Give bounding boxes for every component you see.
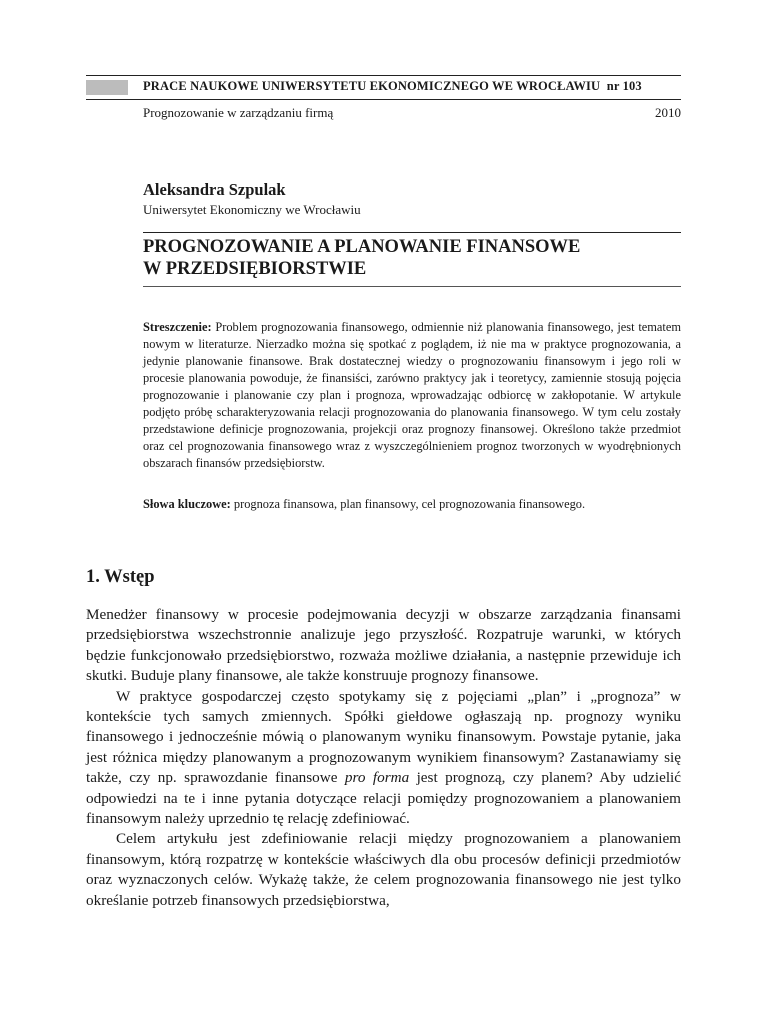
keywords (143, 496, 681, 513)
series-title: Prognozowanie w zarządzaniu firmą (143, 105, 334, 120)
title-top-rule (143, 232, 681, 233)
body-paragraph-3: Celem artykułu jest zdefiniowanie relacji między prognozowaniem a planowaniem finansowym, którą rozpatrzę w kontekście właściwych dla obu procesów definicji przedmiotów oraz wyznaczonych celów. Wykażę także, że celem prognozowania finansowego nie jest tylko określanie potrzeb finansowych przedsiębiorstwa, (86, 830, 681, 909)
body-paragraph-1: Menedżer finansowy w procesie podejmowania decyzji w obszarze zarządzania finansami przedsiębiorstwa wszechstronnie analizuje jego przyszłość. Rozpatruje warunki, w których będzie funkcjonowało przedsiębiorstwo, rozważa możliwe działania, a następnie przewiduje ich skutki. Buduje plany finansowe, ale także konstruuje prognozy finansowe. (86, 606, 681, 685)
header-mid-rule (86, 99, 681, 100)
abstract (143, 319, 681, 472)
publication-year: 2010 (655, 105, 681, 120)
paper-title (143, 236, 681, 280)
paragraph-2-part-b: jest prognozą, czy planem? Aby udzielić odpowiedzi na te i inne pytania dotyczące relacji pomiędzy prognozowaniem a planowaniem finansowym należy uprzednio tę relację zdefiniować. (86, 769, 681, 828)
author-affiliation: Uniwersytet Ekonomiczny we Wrocławiu (143, 202, 361, 217)
title-bottom-rule (143, 286, 681, 287)
abstract-label: Streszczenie: (143, 320, 212, 334)
abstract-text: Problem prognozowania finansowego, odmiennie niż planowania finansowego, jest tematem nowym w literaturze. Nierzadko można się spotkać z poglądem, iż nie ma w praktyce prognozowania, a jedynie planowanie finansowe. Brak dostatecznej wiedzy o prognozowaniu finansowym i jego roli w procesie planowania powoduje, że finansiści, zarówno praktycy jak i teoretycy, zamiennie stosują pojęcia prognozowanie i planowanie czy plan i prognoza, wprowadzając odbiorcę w zakłopotanie. W artykule podjęto próbę scharakteryzowania relacji prognozowania do planowania finansowego. W tym celu zostały przedstawione definicje prognozowania, projekcji oraz prognozy finansowej. Określono także przedmiot oraz cel prognozowania finansowego wraz z wyszczególnieniem prognoz tworzonych w wyodrębnionych obszarach finansów przedsiębiorstw. (143, 320, 681, 470)
author-name: Aleksandra Szpulak (143, 180, 286, 199)
section-heading: 1. Wstęp (86, 567, 155, 587)
pro-forma-term: pro forma (344, 769, 410, 787)
keywords-label: Słowa kluczowe: (143, 497, 231, 511)
keywords-text: prognoza finansowa, plan finansowy, cel prognozowania finansowego. (233, 497, 586, 511)
body-text (86, 605, 681, 911)
header-top-rule (86, 75, 681, 76)
body-paragraph-2 (86, 687, 681, 830)
paragraph-2-part-a: W praktyce gospodarczej często spotykamy się z pojęciami „plan” i „prognoza” w kontekście tych samych zmiennych. Spółki giełdowe ogłaszają np. prognozy wyniku finansowego i jednocześnie mówią o planowanym wyniku finansowym. Powstaje pytanie, jaka jest różnica między planowanym a prognozowanym wynikiem finansowym? Zastanawiamy się także, czy np. sprawozdanie finansowe (86, 687, 681, 787)
journal-name: PRACE NAUKOWE UNIWERSYTETU EKONOMICZNEGO WE WROCŁAWIU (143, 79, 601, 93)
journal-issue: nr 103 (606, 79, 642, 93)
title-line-1: PROGNOZOWANIE A PLANOWANIE FINANSOWE (143, 237, 581, 257)
journal-title (143, 79, 642, 94)
header-gray-bar (86, 80, 128, 95)
title-line-2: W PRZEDSIĘBIORSTWIE (143, 259, 367, 279)
